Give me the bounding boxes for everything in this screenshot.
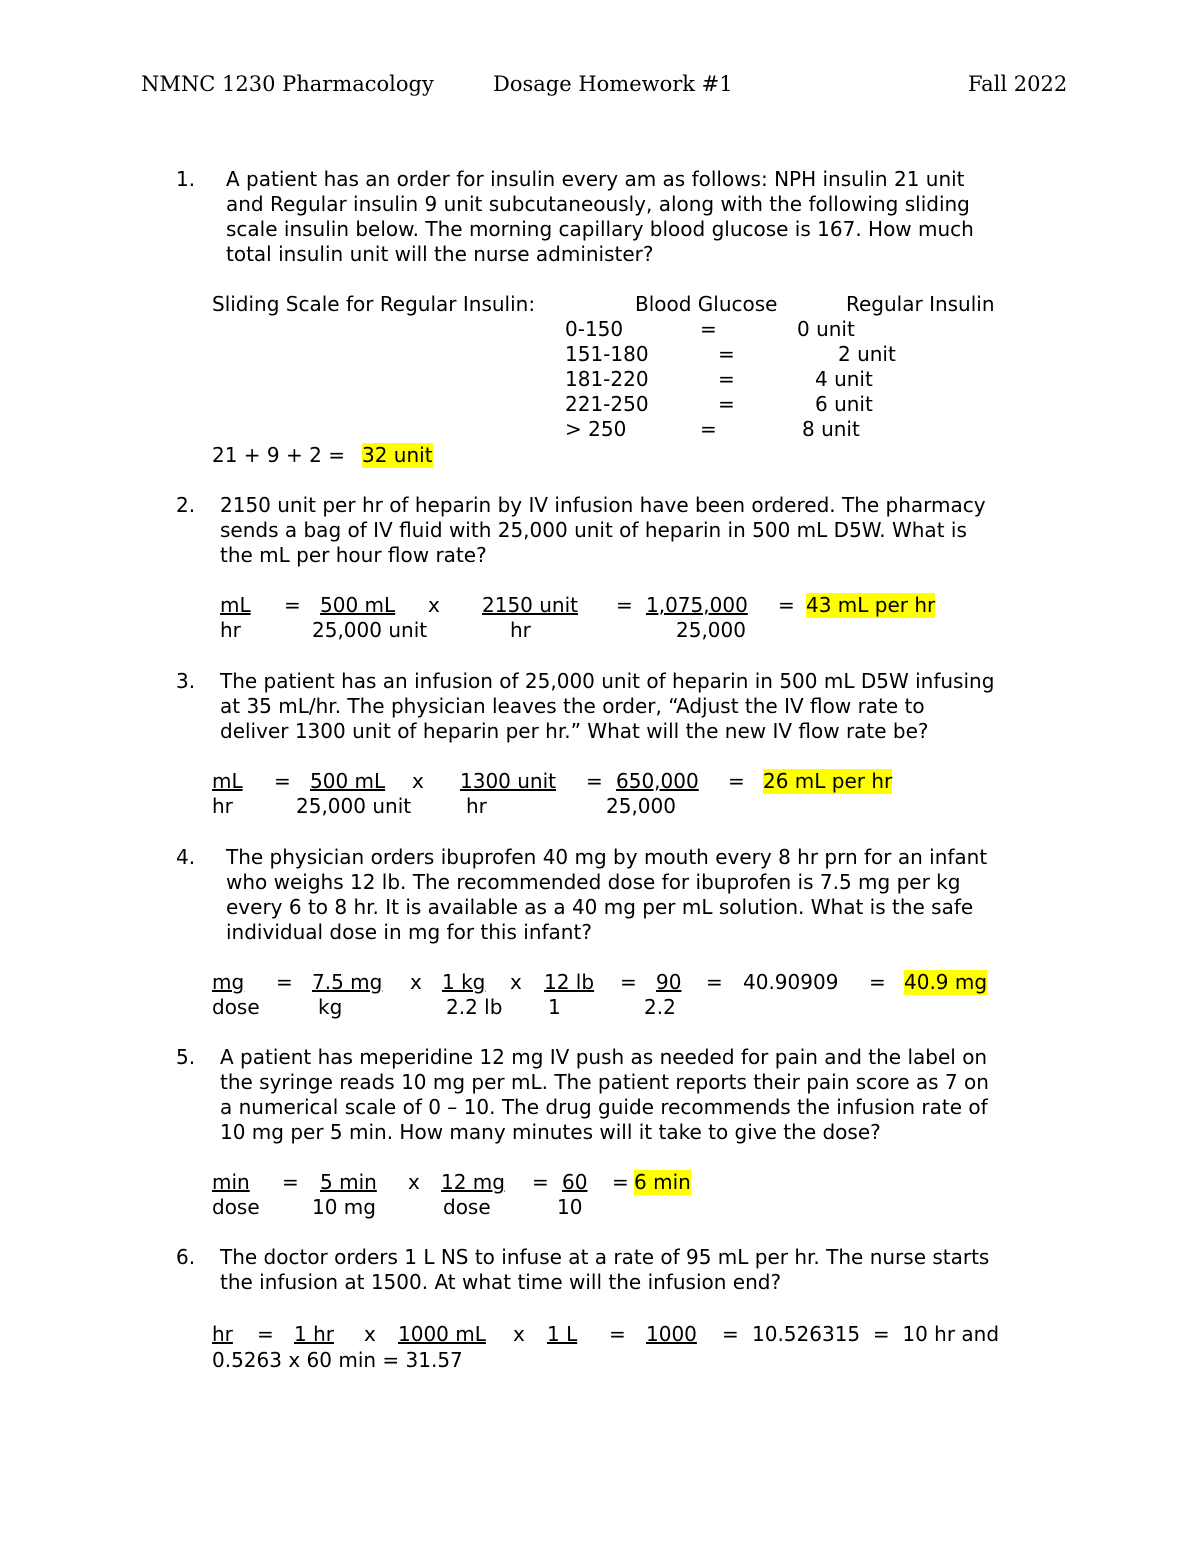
times-sign: x — [408, 1170, 420, 1194]
q5-text-line: a numerical scale of 0 – 10. The drug guide recommends the infusion rate of — [220, 1095, 988, 1119]
q5-answer: 6 min — [634, 1170, 691, 1194]
scale-dose: 8 unit — [802, 417, 860, 441]
equals-sign: = — [609, 1322, 626, 1346]
scale-equals: = — [700, 417, 717, 441]
q1-calculation: 21 + 9 + 2 = — [212, 443, 345, 467]
fraction-denominator: 25,000 — [606, 794, 676, 818]
fraction-numerator: 12 lb — [544, 970, 595, 994]
equals-sign: = — [282, 1170, 299, 1194]
q4-text-line: every 6 to 8 hr. It is available as a 40 mg per mL solution. What is the safe — [226, 895, 974, 919]
fraction-numerator: 2150 unit — [482, 593, 579, 617]
fraction-numerator: 500 mL — [320, 593, 396, 617]
equals-sign: = — [612, 1170, 629, 1194]
q4-answer: 40.9 mg — [904, 970, 988, 994]
fraction-denominator: 2.2 lb — [446, 995, 503, 1019]
scale-dose: 4 unit — [815, 367, 873, 391]
q3-text-line: at 35 mL/hr. The physician leaves the order, “Adjust the IV flow rate to — [220, 694, 925, 718]
scale-range: > 250 — [565, 417, 627, 441]
fraction-denominator: hr — [510, 618, 531, 642]
equals-sign: = — [274, 769, 291, 793]
term-label: Fall 2022 — [968, 72, 1068, 96]
fraction-numerator: mL — [220, 593, 251, 617]
equals-sign: = — [620, 970, 637, 994]
fraction-denominator: 25,000 — [676, 618, 746, 642]
document-title: Dosage Homework #1 — [493, 72, 733, 96]
fraction-numerator: mL — [212, 769, 243, 793]
equals-sign: = — [276, 970, 293, 994]
course-name: NMNC 1230 Pharmacology — [141, 72, 434, 96]
q1-number: 1. — [176, 167, 196, 191]
equals-sign: = — [532, 1170, 549, 1194]
decimal-result: 40.90909 — [743, 970, 839, 994]
fraction-denominator: 25,000 unit — [296, 794, 412, 818]
fraction-numerator: 1000 — [646, 1322, 697, 1346]
fraction-denominator: 2.2 — [644, 995, 676, 1019]
q5-text-line: the syringe reads 10 mg per mL. The patient reports their pain score as 7 on — [220, 1070, 989, 1094]
scale-dose: 2 unit — [838, 342, 896, 366]
equals-sign: = — [728, 769, 745, 793]
fraction-numerator: hr — [212, 1322, 233, 1346]
q3-text-line: deliver 1300 unit of heparin per hr.” What will the new IV flow rate be? — [220, 719, 929, 743]
fraction-denominator: 1 — [548, 995, 561, 1019]
q5-text-line: 10 mg per 5 min. How many minutes will it take to give the dose? — [220, 1120, 881, 1144]
fraction-numerator: 90 — [656, 970, 682, 994]
fraction-numerator: 500 mL — [310, 769, 386, 793]
equals-sign: = — [257, 1322, 274, 1346]
fraction-numerator: 1300 unit — [460, 769, 557, 793]
fraction-numerator: 1 hr — [294, 1322, 334, 1346]
q1-text-line: scale insulin below. The morning capillary blood glucose is 167. How much — [226, 217, 974, 241]
fraction-denominator: hr — [212, 794, 233, 818]
q6-text-line: the infusion at 1500. At what time will the infusion end? — [220, 1270, 782, 1294]
q4-text-line: The physician orders ibuprofen 40 mg by mouth every 8 hr prn for an infant — [226, 845, 988, 869]
equals-sign: = — [616, 593, 633, 617]
q2-text-line: 2150 unit per hr of heparin by IV infusion have been ordered. The pharmacy — [220, 493, 986, 517]
q1-text-line: total insulin unit will the nurse administer? — [226, 242, 654, 266]
fraction-numerator: mg — [212, 970, 245, 994]
scale-range: 0-150 — [565, 317, 624, 341]
fraction-numerator: min — [212, 1170, 250, 1194]
fraction-numerator: 1,075,000 — [646, 593, 748, 617]
q3-answer: 26 mL per hr — [763, 769, 893, 793]
scale-equals: = — [718, 367, 735, 391]
fraction-denominator: hr — [466, 794, 487, 818]
q1-answer: 32 unit — [362, 443, 433, 467]
fraction-denominator: kg — [318, 995, 343, 1019]
q6-minutes-calc: 0.5263 x 60 min = 31.57 — [212, 1348, 463, 1372]
equals-sign: = — [586, 769, 603, 793]
equals-sign: = — [284, 593, 301, 617]
fraction-numerator: 5 min — [320, 1170, 377, 1194]
times-sign: x — [513, 1322, 525, 1346]
q1-text-line: and Regular insulin 9 unit subcutaneously, along with the following sliding — [226, 192, 970, 216]
q4-text-line: individual dose in mg for this infant? — [226, 920, 592, 944]
fraction-numerator: 60 — [562, 1170, 588, 1194]
fraction-numerator: 7.5 mg — [312, 970, 383, 994]
fraction-denominator: dose — [443, 1195, 491, 1219]
fraction-denominator: 10 mg — [312, 1195, 376, 1219]
times-sign: x — [410, 970, 422, 994]
q3-number: 3. — [176, 669, 196, 693]
scale-dose: 6 unit — [815, 392, 873, 416]
col-header-insulin: Regular Insulin — [846, 292, 995, 316]
equals-sign: = — [706, 970, 723, 994]
fraction-denominator: 10 — [557, 1195, 583, 1219]
fraction-denominator: 25,000 unit — [312, 618, 428, 642]
q2-answer: 43 mL per hr — [806, 593, 936, 617]
fraction-denominator: dose — [212, 1195, 260, 1219]
q2-text-line: sends a bag of IV fluid with 25,000 unit of heparin in 500 mL D5W. What is — [220, 518, 967, 542]
q6-text-line: The doctor orders 1 L NS to infuse at a rate of 95 mL per hr. The nurse starts — [220, 1245, 990, 1269]
equals-sign: = — [869, 970, 886, 994]
q6-number: 6. — [176, 1245, 196, 1269]
times-sign: x — [510, 970, 522, 994]
sliding-scale-label: Sliding Scale for Regular Insulin: — [212, 292, 536, 316]
q3-text-line: The patient has an infusion of 25,000 unit of heparin in 500 mL D5W infusing — [220, 669, 995, 693]
q2-text-line: the mL per hour flow rate? — [220, 543, 487, 567]
scale-range: 151-180 — [565, 342, 649, 366]
scale-equals: = — [718, 392, 735, 416]
fraction-denominator: dose — [212, 995, 260, 1019]
scale-range: 181-220 — [565, 367, 649, 391]
q4-text-line: who weighs 12 lb. The recommended dose for ibuprofen is 7.5 mg per kg — [226, 870, 961, 894]
q2-number: 2. — [176, 493, 196, 517]
scale-dose: 0 unit — [797, 317, 855, 341]
fraction-numerator: 1 kg — [442, 970, 486, 994]
times-sign: x — [364, 1322, 376, 1346]
q5-text-line: A patient has meperidine 12 mg IV push as needed for pain and the label on — [220, 1045, 988, 1069]
scale-equals: = — [718, 342, 735, 366]
scale-range: 221-250 — [565, 392, 649, 416]
fraction-numerator: 12 mg — [441, 1170, 505, 1194]
fraction-numerator: 1000 mL — [398, 1322, 486, 1346]
scale-equals: = — [700, 317, 717, 341]
q5-number: 5. — [176, 1045, 196, 1069]
equals-sign: = — [722, 1322, 739, 1346]
times-sign: x — [412, 769, 424, 793]
times-sign: x — [428, 593, 440, 617]
fraction-numerator: 1 L — [547, 1322, 578, 1346]
fraction-numerator: 650,000 — [616, 769, 699, 793]
q6-result: 10.526315 = 10 hr and — [752, 1322, 1000, 1346]
equals-sign: = — [778, 593, 795, 617]
q4-number: 4. — [176, 845, 196, 869]
col-header-glucose: Blood Glucose — [635, 292, 778, 316]
q1-text-line: A patient has an order for insulin every am as follows: NPH insulin 21 unit — [226, 167, 965, 191]
fraction-denominator: hr — [220, 618, 241, 642]
